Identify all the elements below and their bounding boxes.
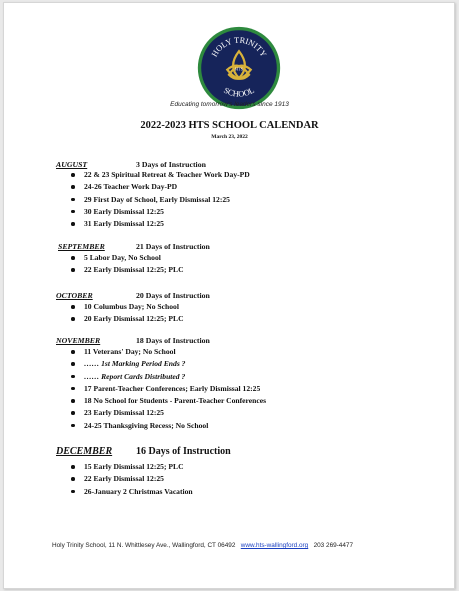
list-item: 30 Early Dismissal 12:25 (70, 207, 250, 219)
instruction-days: 16 Days of Instruction (136, 446, 231, 457)
instruction-days: 3 Days of Instruction (136, 160, 206, 169)
list-item: 11 Veterans' Day; No School (70, 347, 266, 359)
list-item: 5 Labor Day, No School (70, 253, 184, 265)
logo-bottom-text: SCHOOL (222, 85, 256, 99)
month-name: AUGUST (56, 160, 88, 169)
footer-phone: 203 269-4477 (313, 542, 354, 549)
logo-top-text: HOLY TRINITY (209, 35, 269, 59)
calendar-date: March 23, 2022 (211, 134, 248, 140)
event-list-december (70, 462, 193, 499)
school-logo-icon (197, 26, 281, 110)
list-item: 20 Early Dismissal 12:25; PLC (70, 314, 184, 326)
instruction-days: 21 Days of Instruction (136, 242, 210, 251)
list-item: 22 Early Dismissal 12:25 (70, 474, 193, 486)
list-item: 23 Early Dismissal 12:25 (70, 408, 266, 420)
instruction-days: 18 Days of Instruction (136, 336, 210, 345)
tagline: Educating tomorrow's leaders since 1913 (170, 101, 289, 108)
list-item: 31 Early Dismissal 12:25 (70, 219, 250, 231)
instruction-days: 20 Days of Instruction (136, 291, 210, 300)
event-list-october (70, 302, 184, 327)
month-name: NOVEMBER (56, 336, 101, 345)
list-item: 29 First Day of School, Early Dismissal 12:25 (70, 195, 250, 207)
footer-address: Holy Trinity School, 11 N. Whittlesey Ave., Wallingford, CT 06492 (52, 542, 236, 549)
list-item: 17 Parent-Teacher Conferences; Early Dismissal 12:25 (70, 384, 266, 396)
list-item: 18 No School for Students - Parent-Teacher Conferences (70, 396, 266, 408)
list-item: 26-January 2 Christmas Vacation (70, 487, 193, 499)
list-item: 24-26 Teacher Work Day-PD (70, 182, 250, 194)
list-item: 22 & 23 Spiritual Retreat & Teacher Work Day-PD (70, 170, 250, 182)
list-item: 10 Columbus Day; No School (70, 302, 184, 314)
list-item: 15 Early Dismissal 12:25; PLC (70, 462, 193, 474)
month-name: OCTOBER (56, 291, 93, 300)
month-name: SEPTEMBER (58, 242, 105, 251)
list-item: 22 Early Dismissal 12:25; PLC (70, 265, 184, 277)
footer (52, 542, 353, 549)
month-name: DECEMBER (56, 446, 113, 457)
event-list-september (70, 253, 184, 278)
list-item: 24-25 Thanksgiving Recess; No School (70, 421, 266, 433)
event-list-november (70, 347, 266, 433)
list-item: …… 1st Marking Period Ends ? (70, 359, 266, 371)
list-item: …… Report Cards Distributed ? (70, 372, 266, 384)
page-title: 2022-2023 HTS SCHOOL CALENDAR (140, 120, 319, 131)
logo-center-text: HTS (235, 66, 243, 72)
event-list-august (70, 170, 250, 231)
website-link[interactable]: www.hts-wallingford.org (240, 542, 309, 549)
